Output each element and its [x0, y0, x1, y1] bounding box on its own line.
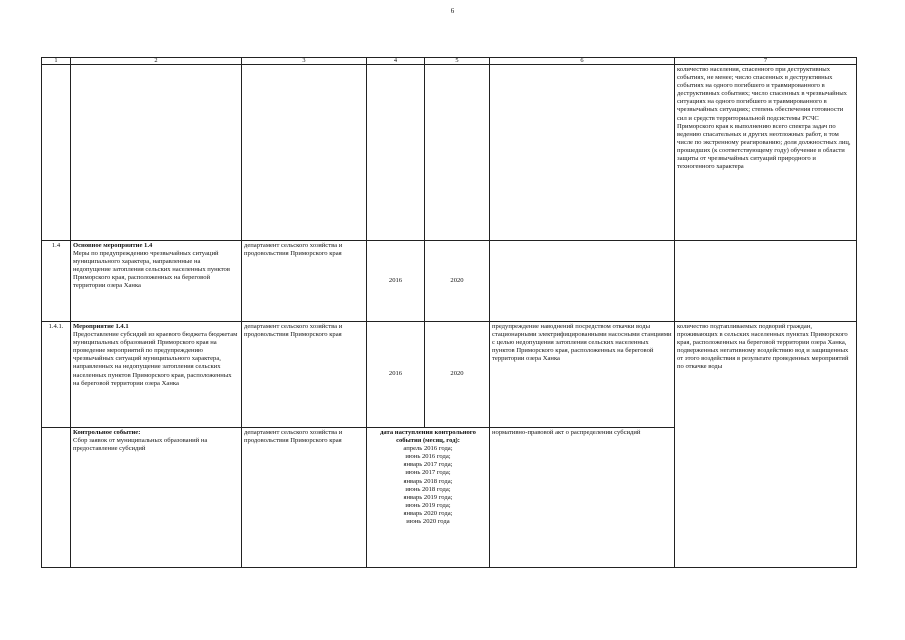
executor: департамент сельского хозяйства и продовольствия Приморского края [242, 241, 367, 322]
table-row-continuation [42, 65, 857, 241]
start-year: 2016 [367, 322, 425, 428]
date-item: январь 2020 года; [403, 509, 453, 517]
date-title: дата наступления контрольного события (месяц, год): [380, 429, 476, 445]
date-item: январь 2019 года; [403, 493, 453, 501]
header-col-2: 2 [71, 58, 242, 65]
date-item: январь 2018 года; [403, 477, 453, 485]
cell-empty [675, 241, 857, 322]
date-item: июнь 2016 года; [405, 453, 451, 461]
cell-empty [367, 65, 425, 241]
table-header-row [42, 58, 857, 65]
page-number: 6 [450, 7, 455, 15]
header-col-6: 6 [490, 58, 675, 65]
header-col-7: 7 [675, 58, 857, 65]
control-event-title: Контрольное событие: [73, 429, 141, 436]
end-year: 2020 [425, 322, 490, 428]
executor: департамент сельского хозяйства и продовольствия Приморского края [242, 322, 367, 428]
header-col-5: 5 [425, 58, 490, 65]
executor: департамент сельского хозяйства и продовольствия Приморского края [242, 428, 367, 568]
measure-cell [71, 241, 242, 322]
cell-empty [425, 65, 490, 241]
start-year: 2016 [367, 241, 425, 322]
measure-title: Мероприятие 1.4.1 [73, 323, 129, 330]
cell-empty [490, 65, 675, 241]
date-item: июнь 2019 года; [405, 501, 451, 509]
indicator-text: количество населения, спасенного при деструктивных событиях, не менее; число спасенных в деструктивных событиях на одного погибшего и травмированного в деструктивных событиях; число спасенных в чрезвычайных ситуациях на одного погибшего и травмированного в чрезвычайных ситуациях; степень обеспечения готовности сил и средств территориальной подсистемы РСЧС Приморского края к выполнению всего спектра задач по ведению спасательных и других неотложных работ, в том числе по экстренному реагированию; доля должностных лиц, прошедших (к соответствующему году) обучение в области защиты от чрезвычайных ситуаций природного и техногенного характера [675, 65, 857, 241]
control-event-dates [367, 428, 490, 568]
table-row-1-4-1 [42, 322, 857, 428]
date-item: июнь 2017 года; [405, 469, 451, 477]
control-event-text: Сбор заявок от муниципальных образований на предоставление субсидий [73, 437, 208, 453]
control-event-cell [71, 428, 242, 568]
date-item: январь 2017 года; [403, 461, 453, 469]
cell-empty [71, 65, 242, 241]
end-year: 2020 [425, 241, 490, 322]
date-item: апрель 2016 года; [403, 445, 453, 453]
row-number: 1.4.1. [42, 322, 71, 428]
cell-empty [242, 65, 367, 241]
expected-result: предупреждение наводнений посредством откачки воды стационарными электрифицированными насосными станциями с целью недопущения затопления сельских населенных пунктов Приморского края, расположенных на береговой территории озера Ханка [490, 322, 675, 428]
measure-text: Предоставление субсидий из краевого бюджета бюджетам муниципальных образований Приморского края на проведение мероприятий по предупреждению чрезвычайных ситуаций муниципального характера, направленных на недопущение затопления сельских населенных пунктов Приморского края, расположенных на береговой территории озера Ханка [73, 331, 238, 387]
indicator-text: количество подтапливаемых подворий граждан, проживающих в сельских населенных пунктах Приморского края, расположенных на береговой территории озера Ханка, подверженных негативному воздействию вод и защищенных от этого воздействия в результате проведенных мероприятий по откачке воды [675, 322, 857, 568]
row-number: 1.4 [42, 241, 71, 322]
cell-empty [490, 241, 675, 322]
measure-title: Основное мероприятие 1.4 [73, 242, 153, 249]
header-col-1: 1 [42, 58, 71, 65]
table-row-1-4 [42, 241, 857, 322]
header-col-4: 4 [367, 58, 425, 65]
measure-cell [71, 322, 242, 428]
header-col-3: 3 [242, 58, 367, 65]
date-item: июнь 2020 года [406, 518, 450, 526]
date-item: июнь 2018 года; [405, 485, 451, 493]
measure-text: Меры по предупреждению чрезвычайных ситуаций муниципального характера, направленные на недопущение затопления сельских населенных пунктов Приморского края, расположенных на береговой территории озера Ханка [73, 250, 230, 290]
cell-empty [42, 65, 71, 241]
expected-result: нормативно-правовой акт о распределении субсидий [490, 428, 675, 568]
measures-table [41, 57, 857, 568]
cell-empty [42, 428, 71, 568]
